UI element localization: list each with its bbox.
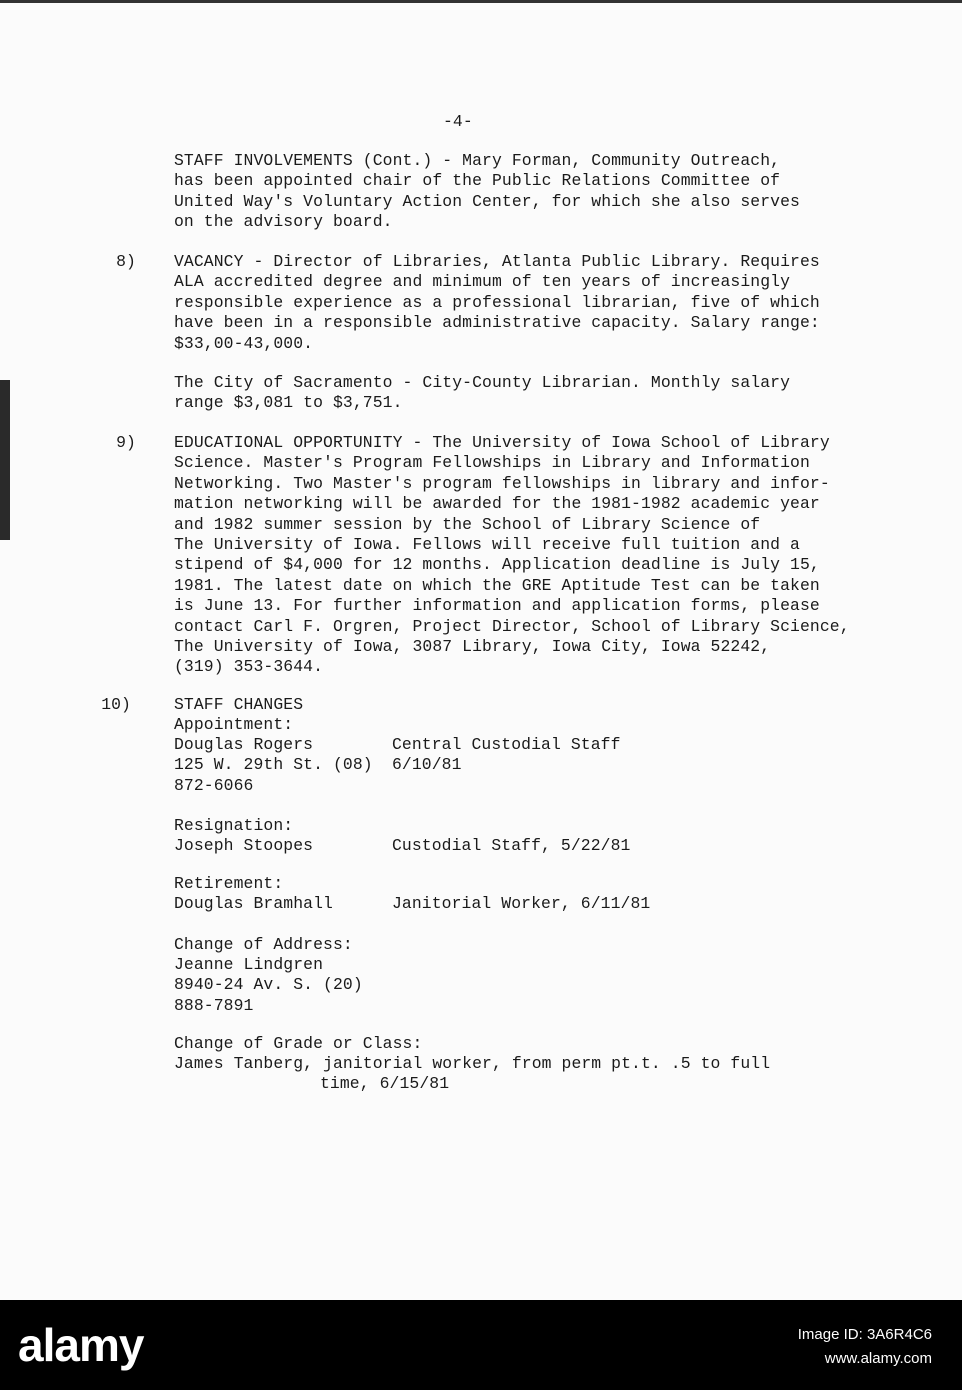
- resignation-name: Joseph Stoopes: [174, 836, 314, 855]
- alamy-logo: alamy: [18, 1319, 144, 1371]
- staff-involvements-paragraph: STAFF INVOLVEMENTS (Cont.) - Mary Forman, Community Outreach, has been appointed chair of the Public Relations Committee of United Way's Voluntary Action Center, for which she also serves on the advisory board.: [174, 151, 800, 232]
- scan-edge-left: [0, 380, 10, 540]
- change-of-grade-label: Change of Grade or Class:: [174, 1034, 423, 1053]
- retirement-position: Janitorial Worker, 6/11/81: [392, 894, 651, 913]
- image-id-text: Image ID: 3A6R4C6: [797, 1326, 932, 1343]
- retirement-label: Retirement:: [174, 874, 284, 893]
- educational-opportunity-paragraph: EDUCATIONAL OPPORTUNITY - The University of Iowa School of Library Science. Master's Program Fellowships in Library and Information Networking. Two Master's program fellowships in library and infor- mation networking will be awarded for the 1981-1982 academic year and 1982 summer session by the School of Library Science of The University of Iowa. Fellows will receive full tuition and a stipend of $4,000 for 12 months. Application deadline is July 15, 1981. The latest date on which the GRE Aptitude Test can be taken is June 13. For further information and application forms, please contact Carl F. Orgren, Project Director, School of Library Science, The University of Iowa, 3087 Library, Iowa City, Iowa 52242, (319) 353-3644.: [174, 433, 850, 677]
- resignation-label: Resignation:: [174, 816, 294, 835]
- item-number-8: 8): [116, 252, 136, 271]
- staff-changes-heading: STAFF CHANGES: [174, 695, 304, 714]
- appointment-position: Central Custodial Staff 6/10/81: [392, 735, 621, 775]
- vacancy-paragraph: VACANCY - Director of Libraries, Atlanta Public Library. Requires ALA accredited degree and minimum of ten years of increasingly responsible experience as a professional librarian, five of which have been in a responsible administrative capacity. Salary range: $33,00-43,000.: [174, 252, 820, 353]
- retirement-name: Douglas Bramhall: [174, 894, 333, 913]
- appointment-details: Douglas Rogers 125 W. 29th St. (08) 872-6066: [174, 735, 373, 795]
- watermark-footer: [0, 1300, 962, 1390]
- appointment-label: Appointment:: [174, 715, 294, 734]
- scan-edge-top: [0, 0, 962, 3]
- item-number-9: 9): [116, 433, 136, 452]
- change-of-grade-line1: James Tanberg, janitorial worker, from perm pt.t. .5 to full: [174, 1054, 771, 1073]
- resignation-position: Custodial Staff, 5/22/81: [392, 836, 631, 855]
- site-url-text: www.alamy.com: [824, 1350, 932, 1367]
- page-number: -4-: [443, 112, 473, 131]
- change-of-address-details: Jeanne Lindgren 8940-24 Av. S. (20) 888-7891: [174, 955, 363, 1015]
- sacramento-paragraph: The City of Sacramento - City-County Librarian. Monthly salary range $3,081 to $3,751.: [174, 373, 791, 413]
- change-of-address-label: Change of Address:: [174, 935, 353, 954]
- item-number-10: 10): [101, 695, 131, 714]
- change-of-grade-line2: time, 6/15/81: [320, 1074, 450, 1093]
